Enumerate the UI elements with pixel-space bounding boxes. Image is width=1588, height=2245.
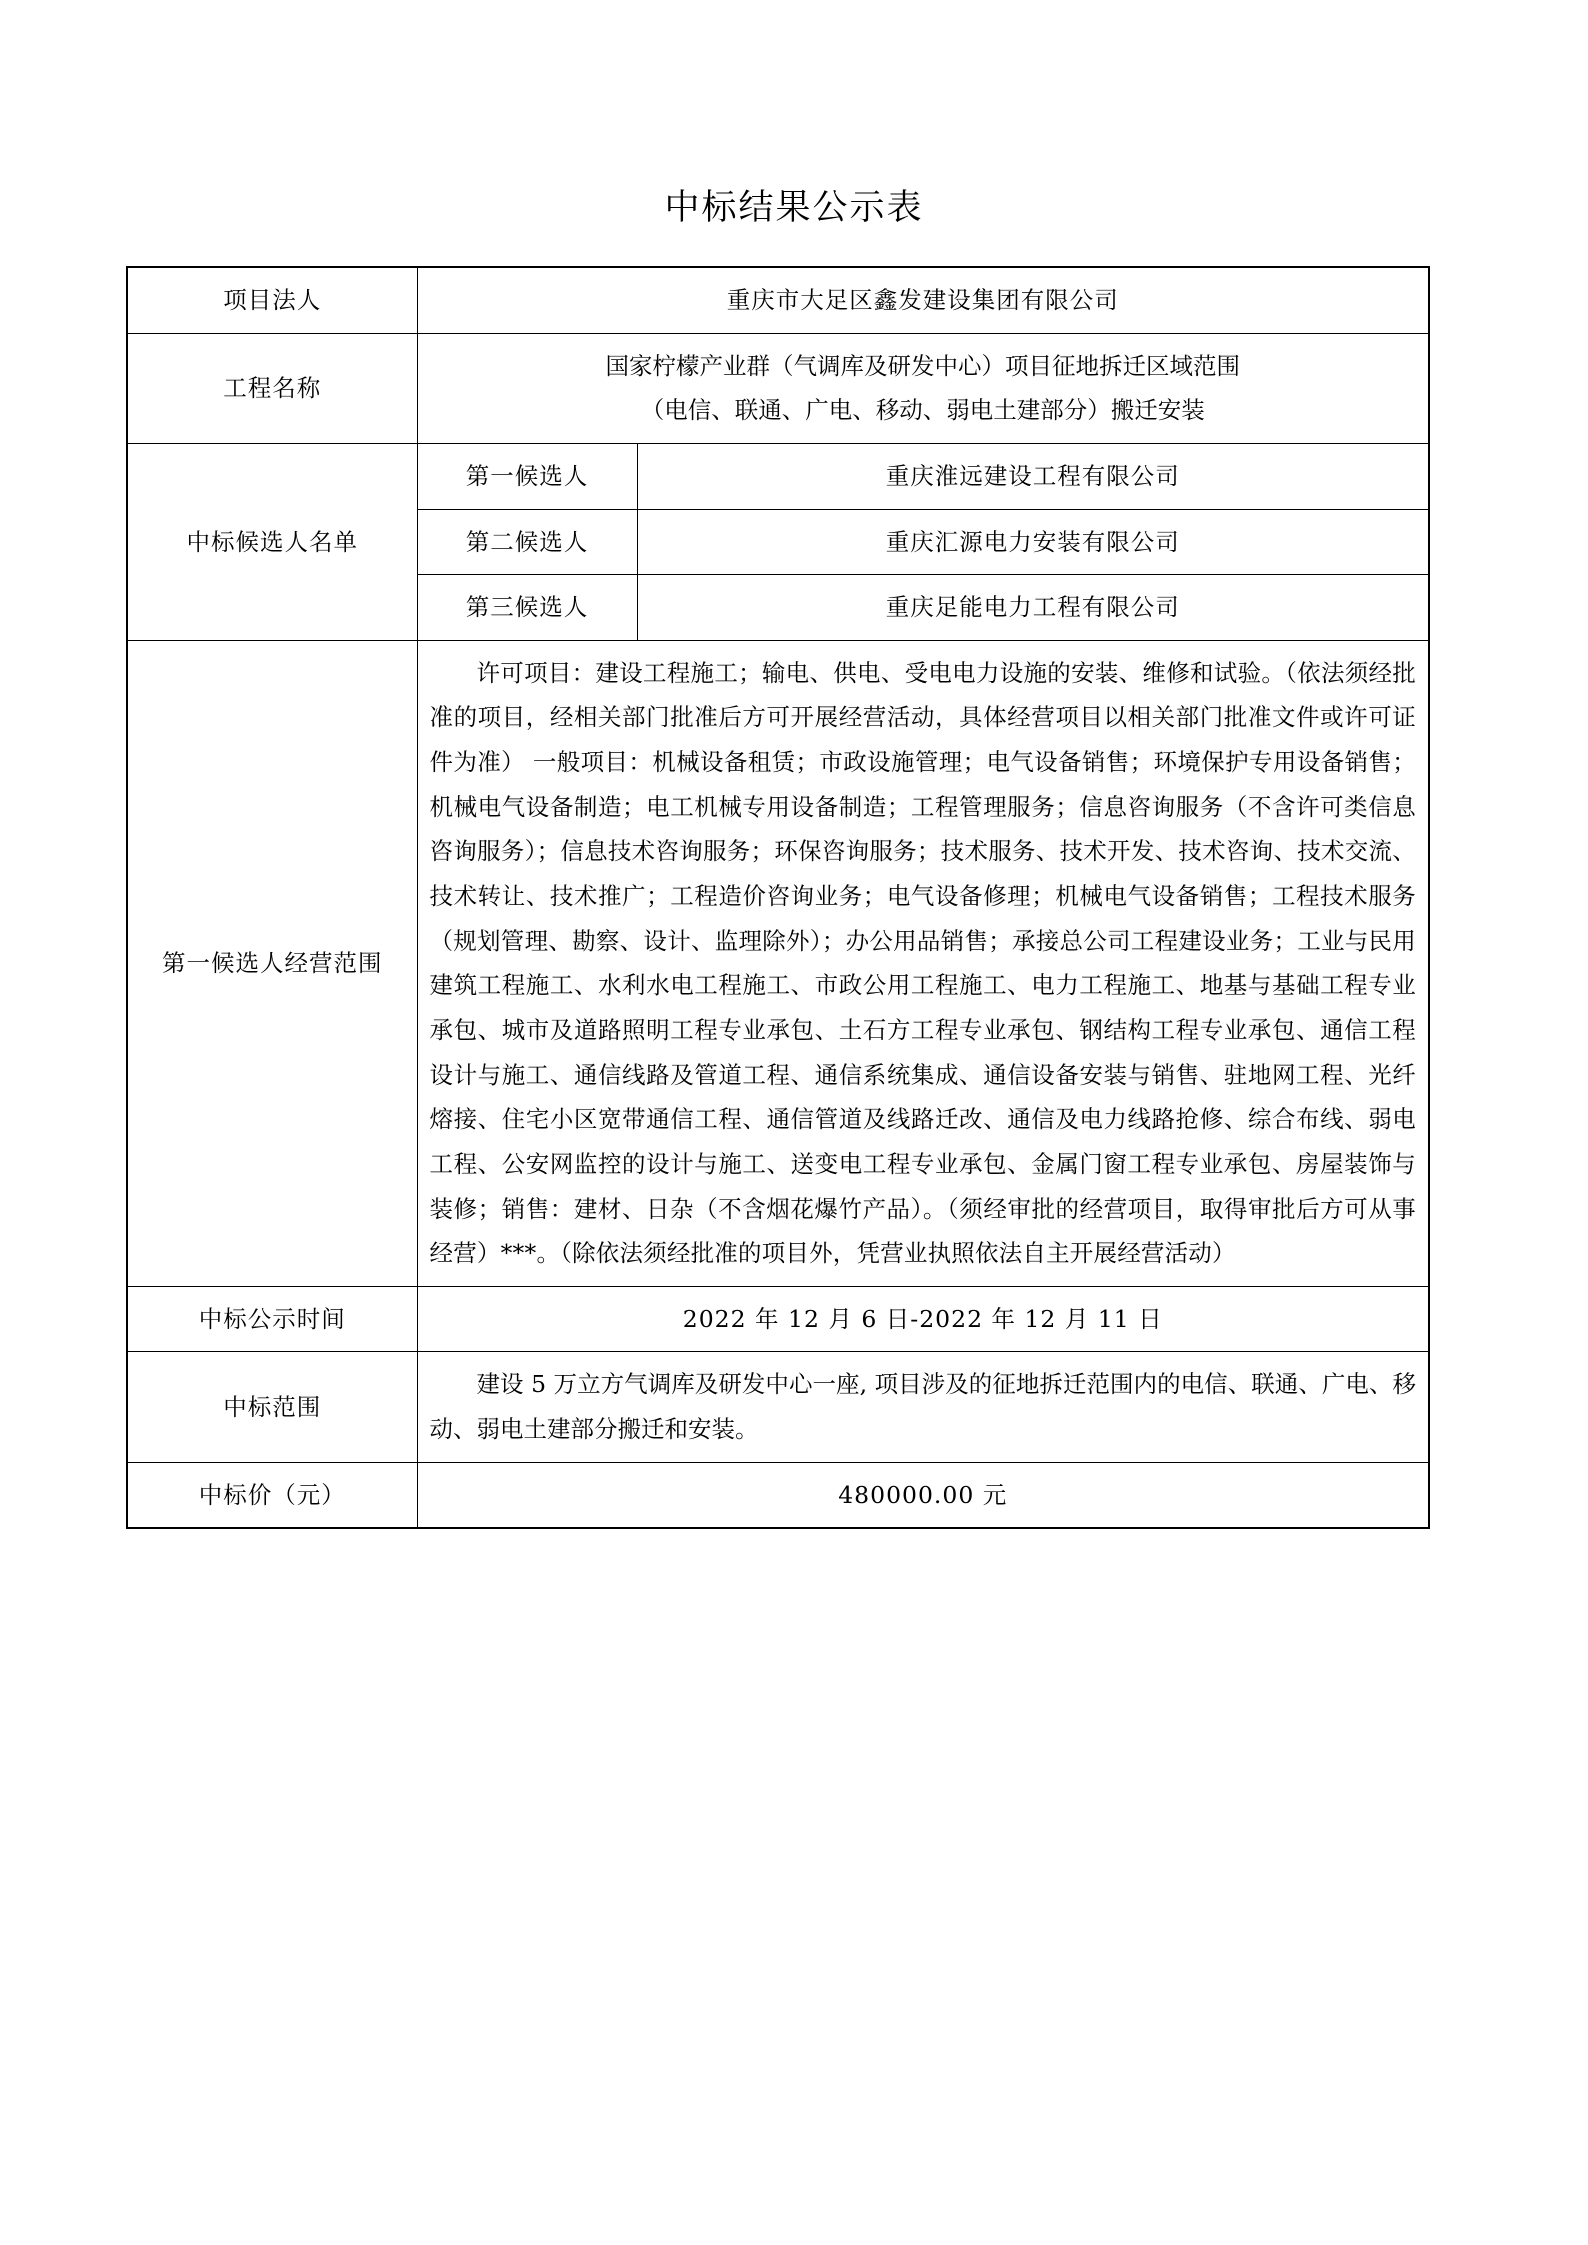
row-value-business-scope	[417, 640, 1429, 1286]
table-row-bid-price	[127, 1462, 1429, 1528]
table-row-project-name	[127, 333, 1429, 443]
candidate-rank-2: 第二候选人	[417, 509, 637, 575]
row-label-candidates: 中标候选人名单	[127, 443, 417, 640]
row-label-publicity-time: 中标公示时间	[127, 1286, 417, 1352]
table-row-publicity-time	[127, 1286, 1429, 1352]
table-row-legal-person	[127, 267, 1429, 333]
row-label-project-name: 工程名称	[127, 333, 417, 443]
table-row-business-scope	[127, 640, 1429, 1286]
candidate-name-3: 重庆足能电力工程有限公司	[637, 575, 1429, 641]
page-title: 中标结果公示表	[664, 188, 924, 228]
candidate-rank-3: 第三候选人	[417, 575, 637, 641]
row-label-legal-person: 项目法人	[127, 267, 417, 333]
candidate-rank-1: 第一候选人	[417, 443, 637, 509]
row-value-bid-price: 480000.00 元	[417, 1462, 1429, 1528]
table-row-candidate-1	[127, 443, 1429, 509]
candidate-name-2: 重庆汇源电力安装有限公司	[637, 509, 1429, 575]
candidate-name-1: 重庆淮远建设工程有限公司	[637, 443, 1429, 509]
row-label-bid-range: 中标范围	[127, 1352, 417, 1462]
business-scope-text: 许可项目：建设工程施工；输电、供电、受电电力设施的安装、维修和试验。（依法须经批准的项目，经相关部门批准后方可开展经营活动，具体经营项目以相关部门批准文件或许可证件为准） 一般项目：机械设备租赁；市政设施管理；电气设备销售；环境保护专用设备销售；机械电气设备制造；电工机械专用设备制造；工程管理服务；信息咨询服务（不含许可类信息咨询服务）；信息技术咨询服务；环保咨询服务；技术服务、技术开发、技术咨询、技术交流、技术转让、技术推广；工程造价咨询业务；电气设备修理；机械电气设备销售；工程技术服务（规划管理、勘察、设计、监理除外）；办公用品销售；承接总公司工程建设业务；工业与民用建筑工程施工、水利水电工程施工、市政公用工程施工、电力工程施工、地基与基础工程专业承包、城市及道路照明工程专业承包、土石方工程专业承包、钢结构工程专业承包、通信工程设计与施工、通信线路及管道工程、通信系统集成、通信设备安装与销售、驻地网工程、光纤熔接、住宅小区宽带通信工程、通信管道及线路迁改、通信及电力线路抢修、综合布线、弱电工程、公安网监控的设计与施工、送变电工程专业承包、金属门窗工程专业承包、房屋装饰与装修；销售：建材、日杂（不含烟花爆竹产品）。（须经审批的经营项目，取得审批后方可从事经营）***。（除依法须经批准的项目外，凭营业执照依法自主开展经营活动）	[429, 658, 1416, 1268]
row-label-bid-price: 中标价（元）	[127, 1462, 417, 1528]
row-value-project-name	[417, 333, 1429, 443]
row-value-publicity-time: 2022 年 12 月 6 日-2022 年 12 月 11 日	[417, 1286, 1429, 1352]
project-name-line-1: 国家柠檬产业群（气调库及研发中心）项目征地拆迁区域范围	[605, 351, 1240, 380]
table-row-bid-range	[127, 1352, 1429, 1462]
row-value-legal-person: 重庆市大足区鑫发建设集团有限公司	[417, 267, 1429, 333]
project-name-line-2: （电信、联通、广电、移动、弱电土建部分）搬迁安装	[640, 396, 1205, 425]
row-label-business-scope: 第一候选人经营范围	[127, 640, 417, 1286]
bid-result-table	[126, 266, 1430, 1529]
bid-range-text: 建设 5 万立方气调库及研发中心一座, 项目涉及的征地拆迁范围内的电信、联通、广电、移动、弱电土建部分搬迁和安装。	[429, 1370, 1416, 1444]
row-value-bid-range	[417, 1352, 1429, 1462]
